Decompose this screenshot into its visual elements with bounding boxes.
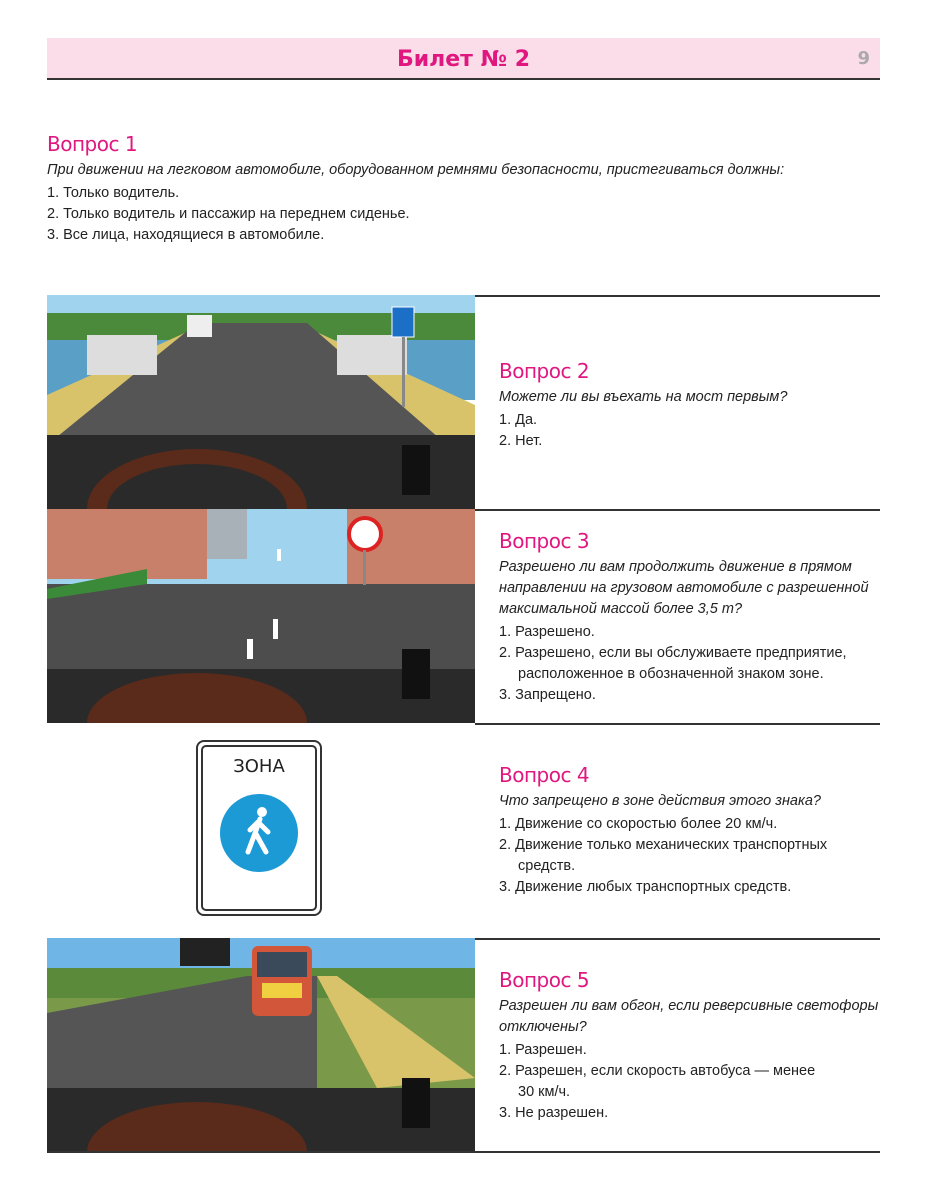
- answer-option[interactable]: 1. Разрешен.: [499, 1042, 587, 1058]
- answer-option[interactable]: 2. Движение только механических транспортных средств.: [499, 837, 828, 874]
- question-heading: Вопрос 4: [499, 763, 590, 787]
- divider: [475, 938, 880, 940]
- overtaking-bus-scene-image: [47, 938, 475, 1152]
- page-number: 9: [857, 48, 870, 69]
- answer-option[interactable]: 2. Только водитель и пассажир на переднем сиденье.: [47, 206, 410, 222]
- question-2: [47, 295, 880, 509]
- ticket-title: Билет № 2: [396, 47, 531, 72]
- question-text: Можете ли вы въехать на мост первым?: [499, 389, 788, 405]
- question-3: [47, 509, 880, 723]
- divider: [475, 509, 880, 511]
- answer-option[interactable]: 3. Запрещено.: [499, 687, 596, 703]
- answer-option[interactable]: 1. Только водитель.: [47, 185, 180, 201]
- intersection-scene-image: [47, 509, 475, 723]
- question-heading: Вопрос 2: [499, 359, 590, 383]
- bottom-divider: [47, 1151, 880, 1153]
- question-text: Разрешено ли вам продолжить движение в прямом направлении на грузовом автомобиле с разрешенной максимальной массой более 3,5 т?: [499, 559, 869, 617]
- answer-option[interactable]: 2. Разрешено, если вы обслуживаете предприятие, расположенное в обозначенной знаком зоне.: [499, 645, 847, 682]
- pedestrian-zone-sign-image: [47, 723, 475, 937]
- divider: [475, 295, 880, 297]
- bridge-scene-image: [47, 295, 475, 509]
- question-4: [47, 723, 880, 937]
- question-text: При движении на легковом автомобиле, оборудованном ремнями безопасности, пристегиваться должны:: [47, 162, 785, 178]
- question-heading: Вопрос 3: [499, 529, 590, 553]
- divider: [475, 723, 880, 725]
- answer-option[interactable]: 3. Движение любых транспортных средств.: [499, 879, 792, 895]
- answer-option[interactable]: 2. Нет.: [499, 433, 543, 449]
- question-text: Разрешен ли вам обгон, если реверсивные светофоры отключены?: [499, 998, 879, 1035]
- answer-option[interactable]: 3. Не разрешен.: [499, 1105, 609, 1121]
- page-header: [47, 38, 880, 80]
- pedestrian-icon: [220, 794, 298, 872]
- answer-option[interactable]: 2. Разрешен, если скорость автобуса — менее 30 км/ч.: [499, 1063, 816, 1100]
- answer-option[interactable]: 1. Да.: [499, 412, 538, 428]
- sign-label: ЗОНА: [233, 756, 285, 777]
- question-text: Что запрещено в зоне действия этого знака?: [499, 793, 821, 809]
- question-5: [47, 938, 880, 1152]
- question-1: [47, 132, 887, 246]
- answer-option[interactable]: 3. Все лица, находящиеся в автомобиле.: [47, 227, 325, 243]
- question-heading: Вопрос 5: [499, 968, 590, 992]
- question-heading: Вопрос 1: [47, 132, 138, 156]
- answer-option[interactable]: 1. Разрешено.: [499, 624, 595, 640]
- answer-option[interactable]: 1. Движение со скоростью более 20 км/ч.: [499, 816, 778, 832]
